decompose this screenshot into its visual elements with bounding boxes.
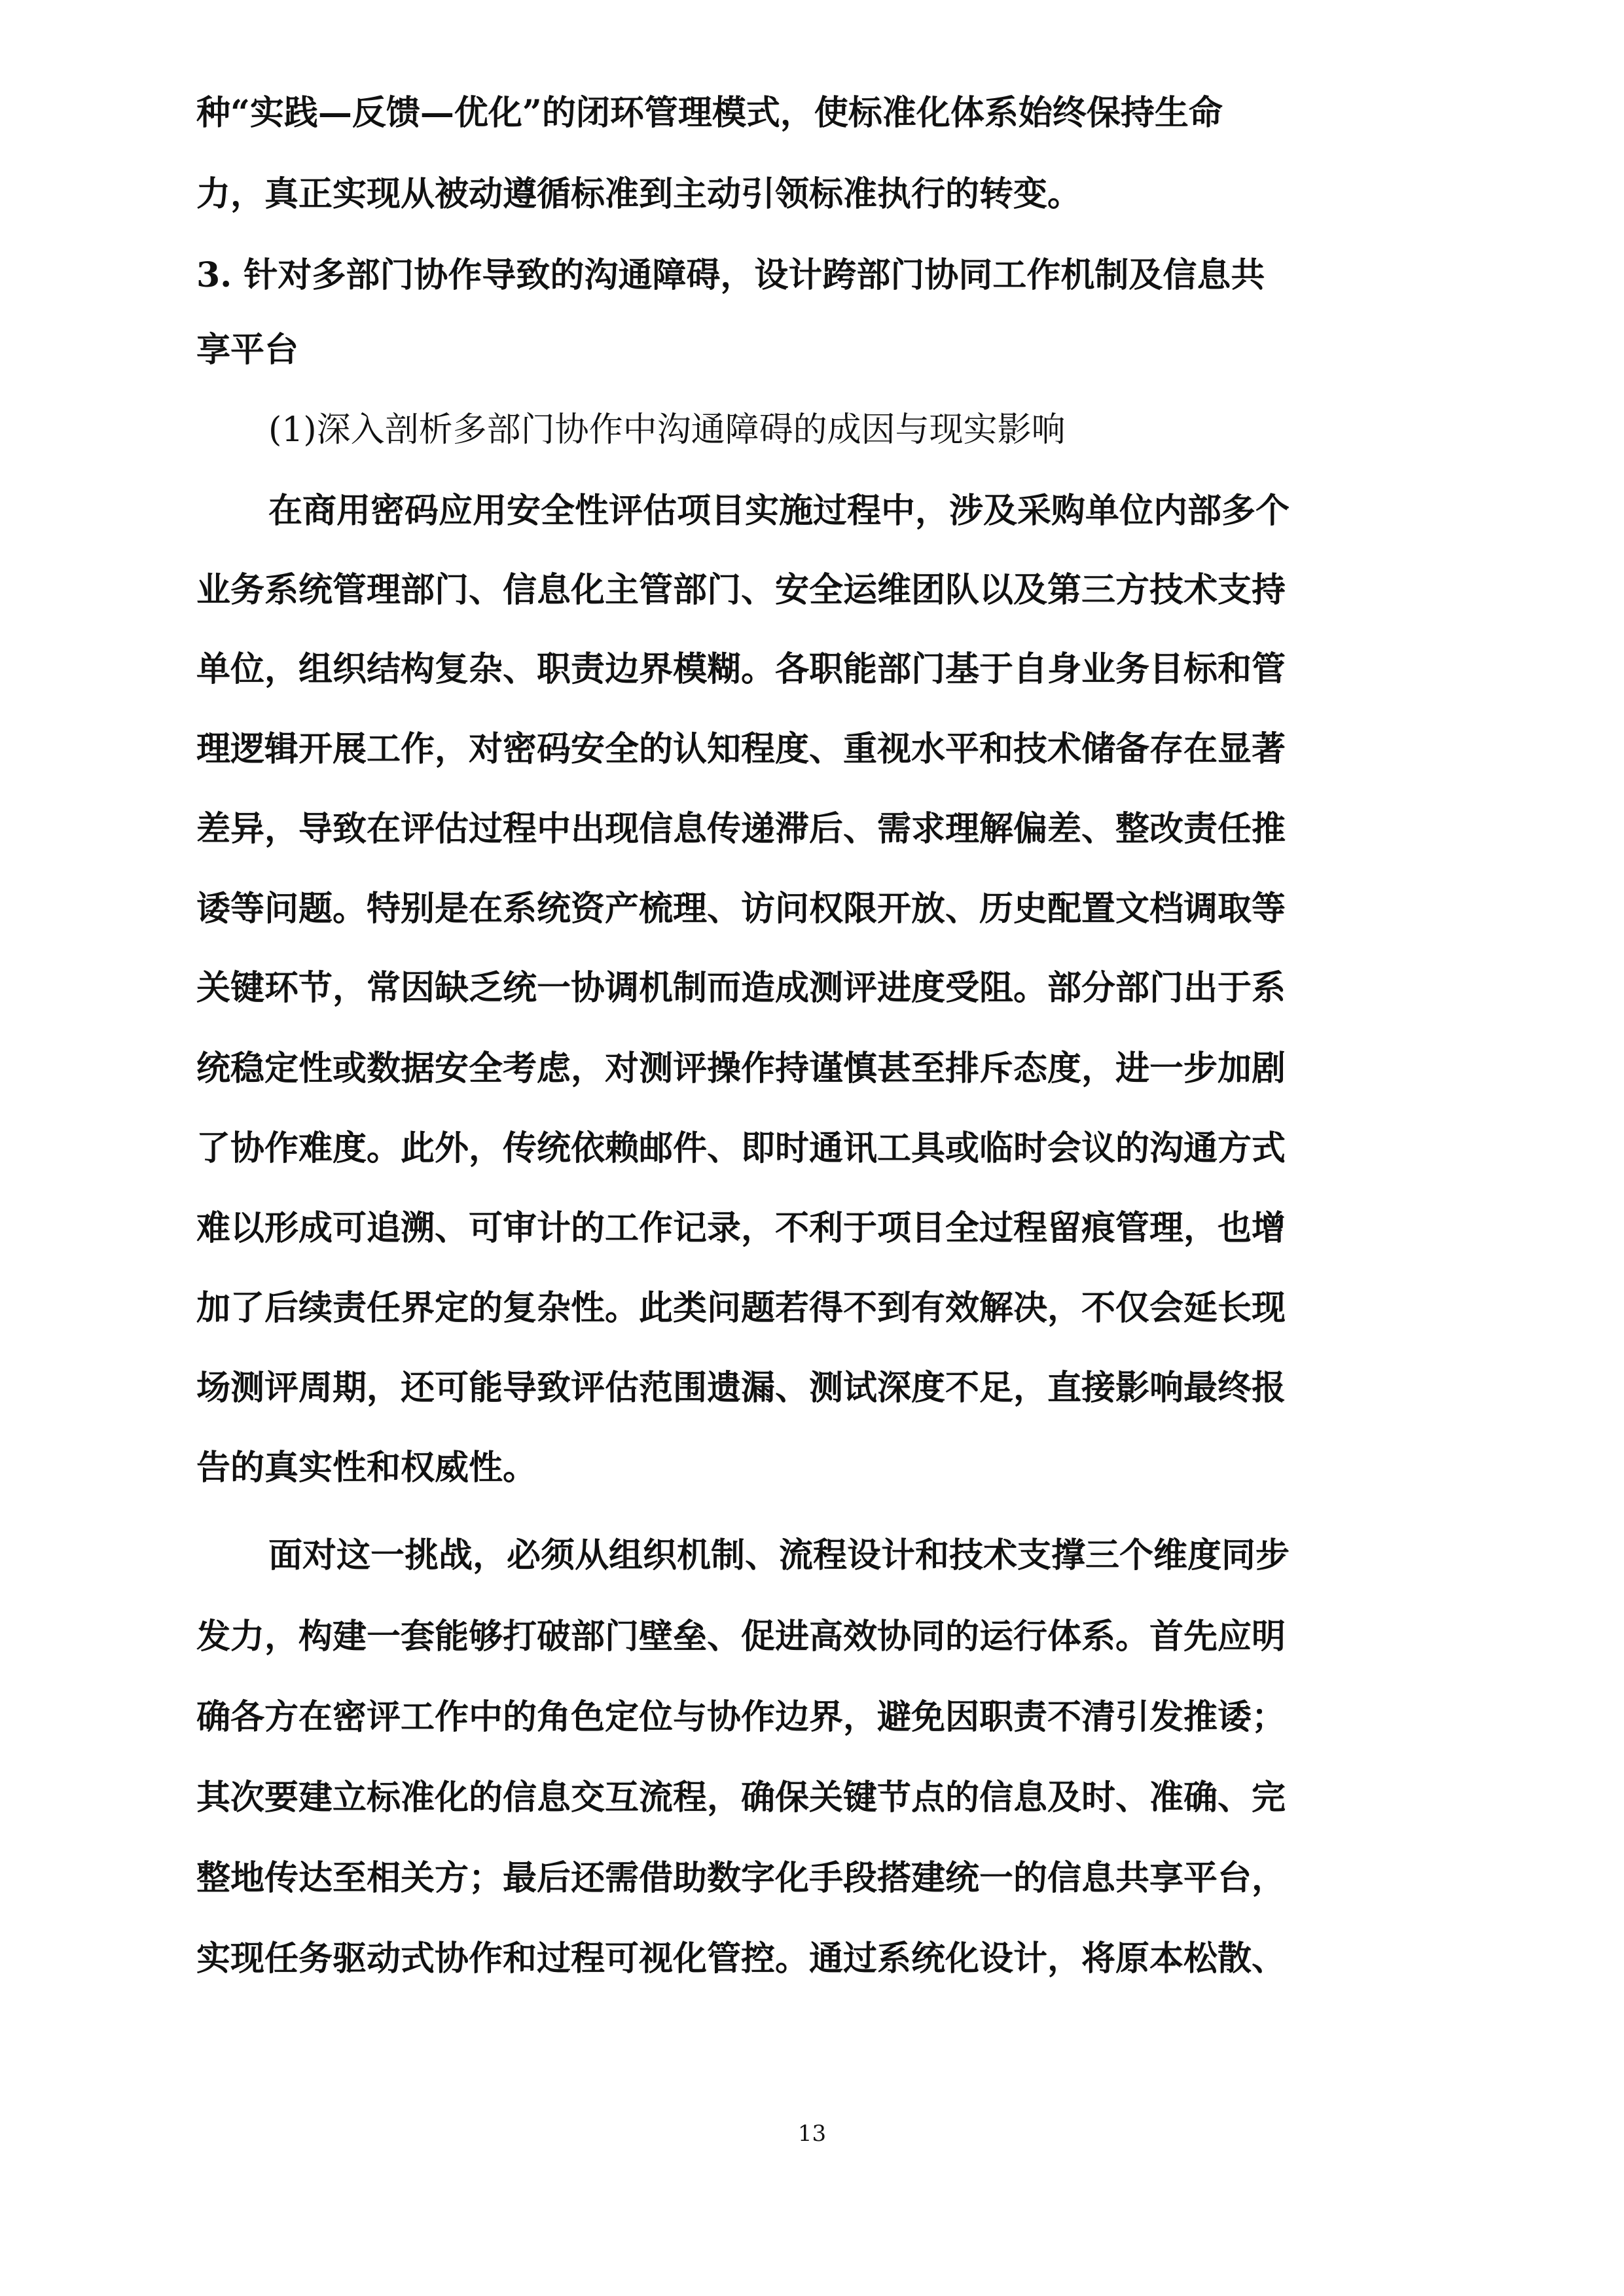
text-line: 在商用密码应用安全性评估项目实施过程中，涉及采购单位内部多个 <box>268 491 1290 531</box>
text-line: 告的真实性和权威性。 <box>196 1448 537 1488</box>
section-heading: 享平台 <box>196 330 299 370</box>
text-line: 整地传达至相关方；最后还需借助数字化手段搭建统一的信息共享平台， <box>196 1858 1286 1898</box>
text-line: 面对这一挑战，必须从组织机制、流程设计和技术支撑三个维度同步 <box>268 1535 1290 1575</box>
text-line: 种“实践—反馈—优化”的闭环管理模式，使标准化体系始终保持生命 <box>196 93 1223 133</box>
text-line: 发力，构建一套能够打破部门壁垒、促进高效协同的运行体系。首先应明 <box>196 1617 1286 1657</box>
text-line: 诿等问题。特别是在系统资产梳理、访问权限开放、历史配置文档调取等 <box>196 889 1286 929</box>
section-heading: 3. 针对多部门协作导致的沟通障碍，设计跨部门协同工作机制及信息共 <box>196 255 1265 295</box>
text-line: 差异，导致在评估过程中出现信息传递滞后、需求理解偏差、整改责任推 <box>196 809 1286 849</box>
text-line: 了协作难度。此外，传统依赖邮件、即时通讯工具或临时会议的沟通方式 <box>196 1128 1286 1168</box>
text-line: 难以形成可追溯、可审计的工作记录，不利于项目全过程留痕管理，也增 <box>196 1208 1286 1248</box>
text-line: 场测评周期，还可能导致评估范围遗漏、测试深度不足，直接影响最终报 <box>196 1368 1286 1408</box>
text-line: 其次要建立标准化的信息交互流程，确保关键节点的信息及时、准确、完 <box>196 1778 1286 1818</box>
text-line: 理逻辑开展工作，对密码安全的认知程度、重视水平和技术储备存在显著 <box>196 729 1286 769</box>
text-line: 关键环节，常因缺乏统一协调机制而造成测评进度受阻。部分部门出于系 <box>196 968 1286 1008</box>
text-line: 加了后续责任界定的复杂性。此类问题若得不到有效解决，不仅会延长现 <box>196 1288 1286 1328</box>
text-line: 力，真正实现从被动遵循标准到主动引领标准执行的转变。 <box>196 174 1082 214</box>
text-line: 统稳定性或数据安全考虑，对测评操作持谨慎甚至排斥态度，进一步加剧 <box>196 1049 1286 1088</box>
page-number: 13 <box>797 2121 827 2147</box>
subsection-heading: (1)深入剖析多部门协作中沟通障碍的成因与现实影响 <box>268 410 1066 450</box>
text-line: 业务系统管理部门、信息化主管部门、安全运维团队以及第三方技术支持 <box>196 570 1286 610</box>
text-line: 单位，组织结构复杂、职责边界模糊。各职能部门基于自身业务目标和管 <box>196 649 1286 689</box>
text-line: 确各方在密评工作中的角色定位与协作边界，避免因职责不清引发推诿； <box>196 1697 1286 1737</box>
text-line: 实现任务驱动式协作和过程可视化管控。通过系统化设计，将原本松散、 <box>196 1939 1286 1979</box>
